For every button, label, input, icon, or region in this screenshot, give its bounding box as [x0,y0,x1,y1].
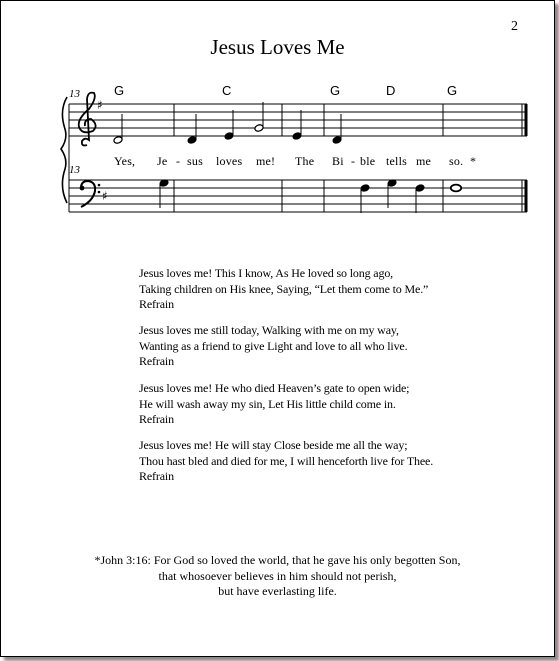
treble-notes [113,102,342,144]
verse-3 [139,381,409,428]
verse-line: Jesus loves me! He will stay Close beside me all the way; [139,438,408,452]
page-number: 2 [511,19,518,34]
footnote-line: *John 3:16: For God so loved the world, that he gave his only begotten Son, [94,553,461,567]
refrain-label: Refrain [139,354,174,368]
treble-clef-icon [79,93,96,146]
verse-line: Jesus loves me! This I know, As He loved so long ago, [139,266,394,280]
refrain-label: Refrain [139,297,174,311]
sharp-icon: ♯ [97,98,103,112]
brace [61,97,67,203]
lyric-syllable: loves [216,154,243,168]
verse-line: Jesus loves me still today, Walking with me on my way, [139,323,399,337]
lyric-hyphen: - [351,154,356,168]
lyric-syllable: me! [256,154,276,168]
verse-line: Wanting as a friend to give Light and love to all who live. [139,338,408,353]
song-title: Jesus Loves Me [210,35,345,59]
bass-clef-icon [81,181,95,207]
scripture-footnote [1,553,554,600]
verse-1 [139,266,428,313]
refrain-label: Refrain [139,469,174,483]
chord-symbol: D [386,83,396,98]
lyric-syllable: tells [386,154,407,168]
verse-line: He will wash away my sin, Let His little child come in. [139,396,396,411]
lyric-syllable: so. [449,154,464,168]
footnote-line: but have everlasting life. [218,584,337,598]
chord-symbol: C [222,83,232,98]
chord-symbol: G [330,83,341,98]
lyric-hyphen: - [176,154,181,168]
lyric-syllable: Bi [332,154,344,168]
measure-number-treble: 13 [69,88,80,100]
chord-symbol: G [114,83,125,98]
lyric-syllable: Je [157,154,168,168]
lyric-syllable: The [295,154,315,168]
chord-symbol: G [447,83,458,98]
lyric-syllable: Yes, [114,154,136,168]
verse-line: Jesus loves me! He who died Heaven’s gate to open wide; [139,381,410,395]
final-barline [525,180,528,212]
verse-line: Thou hast bled and died for me, I will henceforth live for Thee. [139,453,434,468]
verse-4 [139,438,433,485]
measure-number-bass: 13 [69,164,80,176]
lyric-syllable: sus [187,154,203,168]
verse-line: Taking children on His knee, Saying, “Let them come to Me.” [139,281,429,296]
treble-staff [69,104,527,136]
footnote-line: that whosoever believes in him should not perish, [158,568,397,583]
lyric-syllable: me [416,154,432,168]
lyric-syllable: ble [360,154,376,168]
verse-2 [139,323,407,370]
music-score [1,1,554,231]
refrain-label: Refrain [139,412,174,426]
sharp-icon: ♯ [102,189,108,203]
final-barline [525,104,528,136]
lyric-footnote-marker: * [470,154,477,168]
